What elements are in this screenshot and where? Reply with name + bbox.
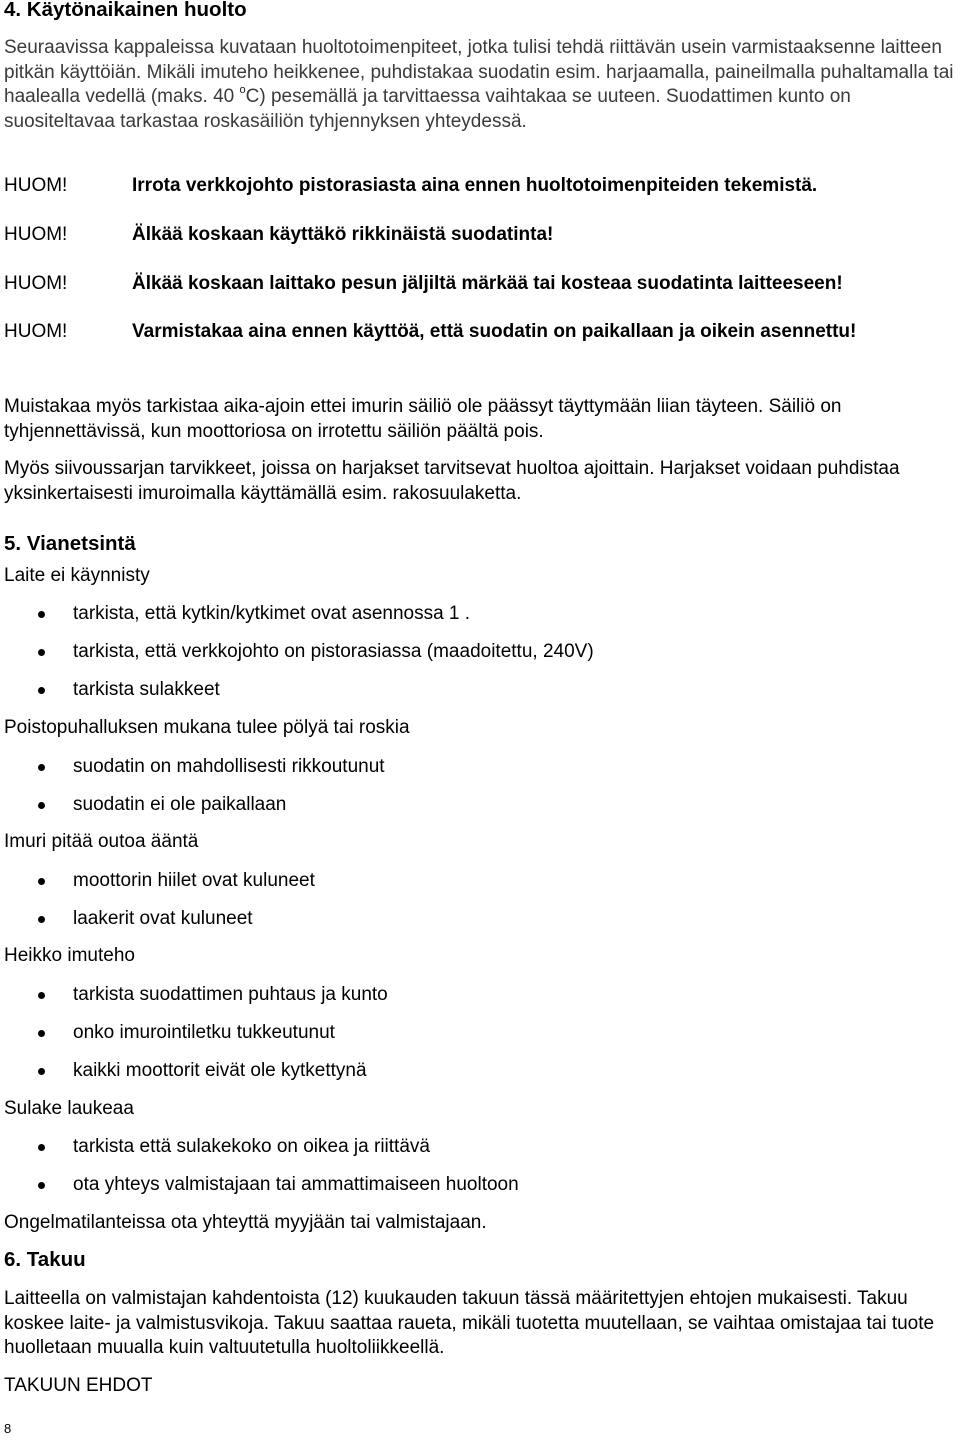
warning-label: HUOM! (4, 175, 68, 196)
intro-text-b: C) pesemällä ja tarvittaessa vaihtakaa se uuteen. Suodattimen kunto on suositeltavaa tarkastaa roskasäiliön tyhjennyksen yhteydessä. (4, 86, 851, 132)
bullet-icon (38, 992, 45, 999)
warning-text: Älkää koskaan laittako pesun jäljiltä märkää tai kosteaa suodatinta laitteeseen! (132, 273, 843, 294)
bullet-icon (38, 1182, 45, 1189)
warranty-terms-heading: TAKUUN EHDOT (4, 1375, 153, 1396)
troubleshoot-heading: Poistopuhalluksen mukana tulee pölyä tai roskia (4, 717, 410, 738)
section-4-title: 4. Käytönaikainen huolto (4, 0, 247, 21)
bullet-icon (38, 649, 45, 656)
bullet-icon (38, 1068, 45, 1075)
section-4-paragraph: Muistakaa myös tarkistaa aika-ajoin ettei imurin säiliö ole päässyt täyttymään liian täyteen. Säiliö on tyhjennettävissä, kun moottoriosa on irrotettu säiliön päältä pois. (4, 396, 842, 442)
warning-text: Irrota verkkojohto pistorasiasta aina ennen huoltotoimenpiteiden tekemistä. (132, 175, 818, 196)
warning-label: HUOM! (4, 273, 68, 294)
section-4-intro (4, 36, 956, 134)
section-6-title: 6. Takuu (4, 1248, 86, 1271)
troubleshoot-closing: Ongelmatilanteissa ota yhteyttä myyjään tai valmistajaan. (4, 1212, 487, 1233)
troubleshoot-heading: Sulake laukeaa (4, 1098, 134, 1119)
warning-text: Älkää koskaan käyttäkö rikkinäistä suodatinta! (132, 224, 554, 245)
bullet-icon (38, 764, 45, 771)
intro-text-a: Seuraavissa kappaleissa kuvataan huoltotoimenpiteet, jotka tulisi tehdä riittävän usein varmistaaksenne laitteen pitkän käyttöiän. Mikäli imuteho heikkenee, puhdistakaa suodatin esim. harjaamalla, paineilmalla puhaltamalla tai haalealla vedellä (maks. 40 (4, 37, 954, 107)
bullet-icon (38, 878, 45, 885)
page-number: 8 (4, 1421, 12, 1436)
bullet-icon (38, 1144, 45, 1151)
bullet-icon (38, 611, 45, 618)
warning-label: HUOM! (4, 321, 68, 342)
bullet-icon (38, 687, 45, 694)
bullet-icon (38, 916, 45, 923)
section-5-title: 5. Vianetsintä (4, 532, 136, 555)
bullet-icon (38, 802, 45, 809)
warning-label: HUOM! (4, 224, 68, 245)
warranty-paragraph: Laitteella on valmistajan kahdentoista (12) kuukauden takuun tässä määritettyjen ehtojen mukaisesti. Takuu koskee laite- ja valmistusvikoja. Takuu saattaa raueta, mikäli tuotetta muutellaan, se vaihtaa omistajaa tai tuote huolletaan muualla kuin valtuutetulla huoltoliikkeellä. (4, 1288, 935, 1358)
bullet-icon (38, 1030, 45, 1037)
troubleshoot-heading: Laite ei käynnisty (4, 565, 150, 586)
section-4-paragraph: Myös siivoussarjan tarvikkeet, joissa on harjakset tarvitsevat huoltoa ajoittain. Harjakset voidaan puhdistaa yksinkertaisesti imuroimalla käyttämällä esim. rakosuulaketta. (4, 458, 900, 504)
degree-superscript: o (239, 83, 246, 96)
troubleshoot-heading: Imuri pitää outoa ääntä (4, 831, 199, 852)
warning-text: Varmistakaa aina ennen käyttöä, että suodatin on paikallaan ja oikein asennettu! (132, 321, 857, 342)
troubleshoot-heading: Heikko imuteho (4, 945, 135, 966)
